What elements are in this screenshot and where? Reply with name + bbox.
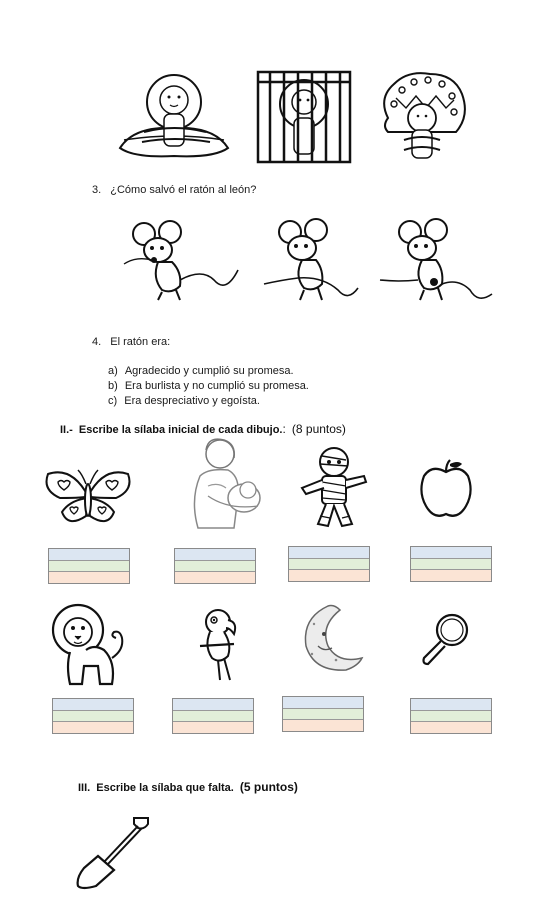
option-a-letter: a) — [108, 365, 118, 377]
section-2-instruction: Escribe la sílaba inicial de cada dibujo. — [78, 424, 283, 436]
answer-box-apple[interactable] — [410, 546, 492, 582]
section-3-roman: III. — [78, 782, 91, 794]
apple-drawing — [418, 458, 474, 522]
option-c — [108, 394, 260, 409]
answer-box-magnifying-glass[interactable] — [410, 698, 492, 734]
option-c-text: Era despreciativo y egoísta. — [124, 395, 260, 407]
option-b — [108, 379, 309, 394]
answer-box-mummy[interactable] — [288, 546, 370, 582]
section-2-roman: II.- — [60, 424, 73, 436]
mouse-freed-rope-illustration — [378, 218, 496, 314]
section-3-heading — [78, 780, 298, 794]
question-3-text: ¿Cómo salvó el ratón al león? — [110, 184, 257, 196]
answer-box-mother[interactable] — [174, 548, 256, 584]
magnifying-glass-drawing — [418, 610, 474, 670]
lion-sleeping-illustration — [114, 70, 234, 162]
lion-drawing — [50, 600, 130, 692]
lion-in-net-illustration — [374, 68, 470, 166]
answer-box-parrot[interactable] — [172, 698, 254, 734]
lion-in-cage-illustration — [256, 68, 352, 166]
option-c-letter: c) — [108, 395, 118, 407]
option-b-letter: b) — [108, 380, 118, 392]
answer-box-moon[interactable] — [282, 696, 364, 732]
question-3 — [92, 184, 256, 196]
question-4-text: El ratón era: — [110, 336, 171, 348]
question-3-number: 3. — [92, 184, 102, 196]
section-2-points: (8 puntos) — [291, 422, 346, 436]
option-b-text: Era burlista y no cumplió su promesa. — [124, 380, 309, 392]
question-4 — [92, 336, 170, 348]
section-3-points: (5 puntos) — [239, 780, 298, 794]
mother-and-baby-drawing — [178, 436, 270, 532]
shovel-drawing — [74, 816, 154, 892]
mouse-chewing-rope-illustration — [262, 218, 362, 306]
butterfly-drawing — [42, 466, 134, 528]
section-2-colon: : — [282, 422, 286, 436]
option-a — [108, 364, 294, 379]
option-a-text: Agradecido y cumplió su promesa. — [124, 365, 294, 377]
answer-box-butterfly[interactable] — [48, 548, 130, 584]
mummy-drawing — [298, 446, 370, 528]
mouse-biting-rope-illustration — [122, 220, 246, 306]
parrot-drawing — [196, 606, 244, 682]
section-2-heading — [60, 422, 346, 436]
question-4-number: 4. — [92, 336, 102, 348]
section-3-instruction: Escribe la sílaba que falta. — [96, 782, 234, 794]
moon-drawing — [300, 604, 366, 674]
answer-box-lion[interactable] — [52, 698, 134, 734]
